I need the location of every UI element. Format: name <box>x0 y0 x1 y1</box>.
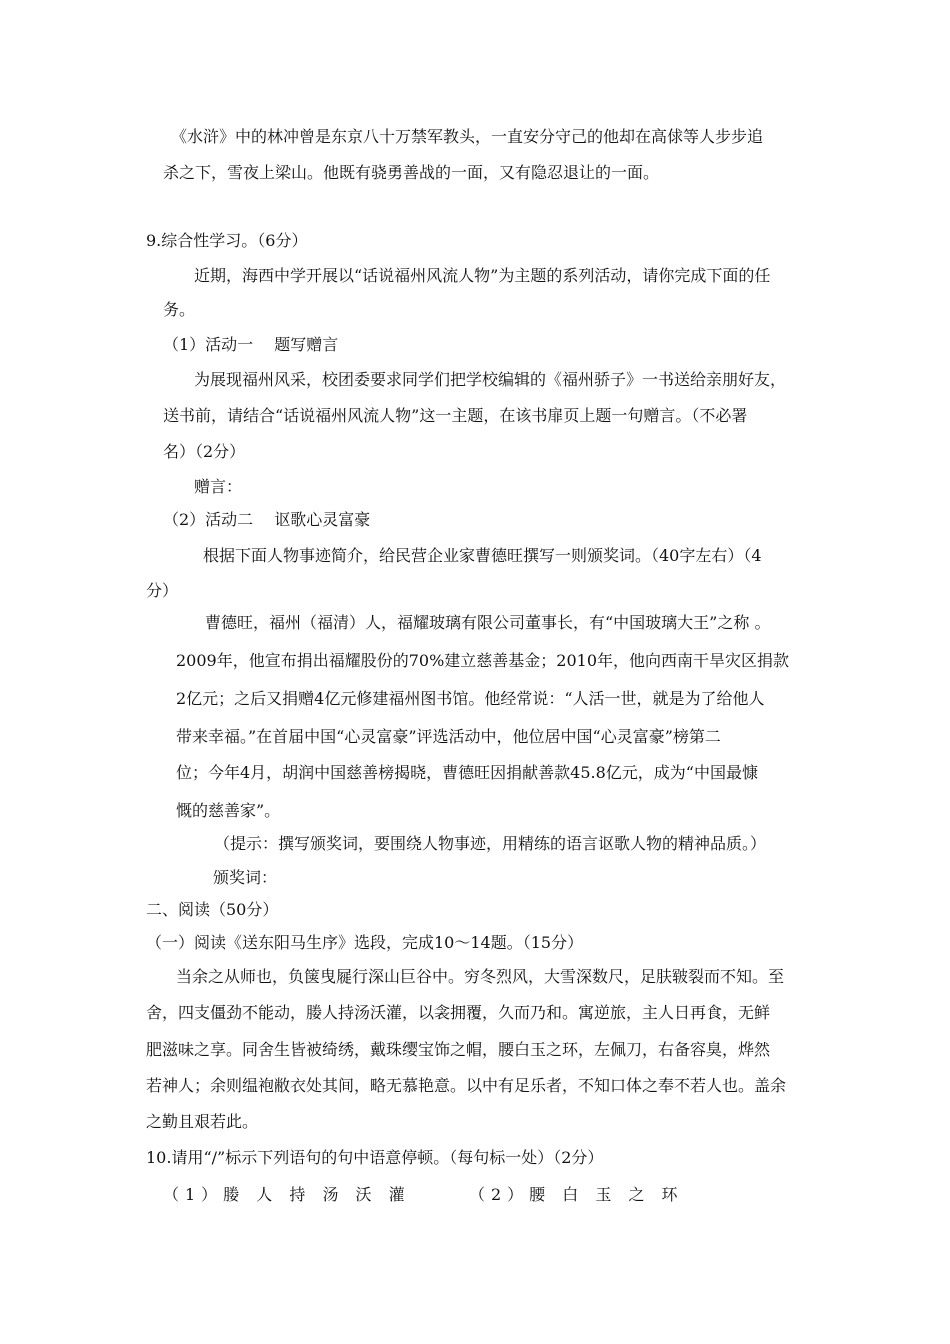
bio-line-4: 带来幸福。”在首届中国“心灵富豪”评选活动中，他位居中国“心灵富豪”榜第二 <box>176 727 721 746</box>
shuihu-line-1: 《水浒》中的林冲曾是东京八十万禁军教头，一直安分守己的他却在高俅等人步步追 <box>171 127 764 146</box>
bio-line-1: 曹德旺，福州（福清）人，福耀玻璃有限公司董事长，有“中国玻璃大王”之称 。 <box>205 613 771 632</box>
bio-line-6: 慨的慈善家”。 <box>176 801 281 820</box>
activity2-instruction-line-1: 根据下面人物事迹简介，给民营企业家曹德旺撰写一则颁奖词。（40字左右）（4 <box>203 546 762 565</box>
classical-passage-line-3: 肥滋味之享。同舍生皆被绮绣，戴珠缨宝饰之帽，腰白玉之环，左佩刀，右备容臭，烨然 <box>146 1040 771 1059</box>
activity1-line-1: 为展现福州风采，校团委要求同学们把学校编辑的《福州骄子》一书送给亲朋好友， <box>194 370 787 389</box>
q10-item-1: （1）媵 人 持 汤 沃 灌 <box>163 1185 411 1204</box>
bio-line-3: 2亿元；之后又捐赠4亿元修建福州图书馆。他经常说：“人活一世，就是为了给他人 <box>176 689 765 708</box>
reading-sub1-title: （一）阅读《送东阳马生序》选段，完成10～14题。（15分） <box>146 933 584 952</box>
q9-intro-line-2: 务。 <box>163 300 196 319</box>
classical-passage-line-2: 舍，四支僵劲不能动，媵人持汤沃灌，以衾拥覆，久而乃和。寓逆旅，主人日再食，无鲜 <box>146 1003 771 1022</box>
activity2-hint: （提示：撰写颁奖词，要围绕人物事迹，用精练的语言讴歌人物的精神品质。） <box>214 834 767 853</box>
activity1-line-3: 名）（2分） <box>163 442 246 461</box>
q9-intro-line-1: 近期，海西中学开展以“话说福州风流人物”为主题的系列活动，请你完成下面的任 <box>194 266 771 285</box>
classical-passage-line-5: 之勤且艰若此。 <box>146 1112 259 1131</box>
bio-line-2: 2009年，他宣布捐出福耀股份的70%建立慈善基金；2010年，他向西南干旱灾区捐款 <box>176 651 790 670</box>
activity1-line-2: 送书前，请结合“话说福州风流人物”这一主题，在该书扉页上题一句赠言。（不必署 <box>163 406 748 425</box>
q10-item-2: （2）腰 白 玉 之 环 <box>469 1185 684 1204</box>
shuihu-line-2: 杀之下，雪夜上梁山。他既有骁勇善战的一面，又有隐忍退让的一面。 <box>163 163 660 182</box>
activity2-instruction-line-2: 分） <box>146 581 179 600</box>
bio-line-5: 位；今年4月，胡润中国慈善榜揭晓，曹德旺因捐献善款45.8亿元，成为“中国最慷 <box>176 763 758 782</box>
classical-passage-line-1: 当余之从师也，负箧曳屣行深山巨谷中。穷冬烈风，大雪深数尺，足肤皲裂而不知。至 <box>176 967 785 986</box>
award-speech-label: 颁奖词： <box>213 868 278 887</box>
reading-section-title: 二、阅读（50分） <box>146 900 279 919</box>
q10-title: 10.请用“/”标示下列语句的句中语意停顿。（每句标一处）（2分） <box>146 1148 604 1167</box>
activity1-heading: （1）活动一 题写赠言 <box>163 335 339 354</box>
gift-message-label: 赠言： <box>194 477 243 496</box>
classical-passage-line-4: 若神人；余则缊袍敝衣处其间，略无慕艳意。以中有足乐者，不知口体之奉不若人也。盖余 <box>146 1076 787 1095</box>
q9-title: 9.综合性学习。（6分） <box>146 231 308 250</box>
activity2-heading: （2）活动二 讴歌心灵富豪 <box>163 510 371 529</box>
